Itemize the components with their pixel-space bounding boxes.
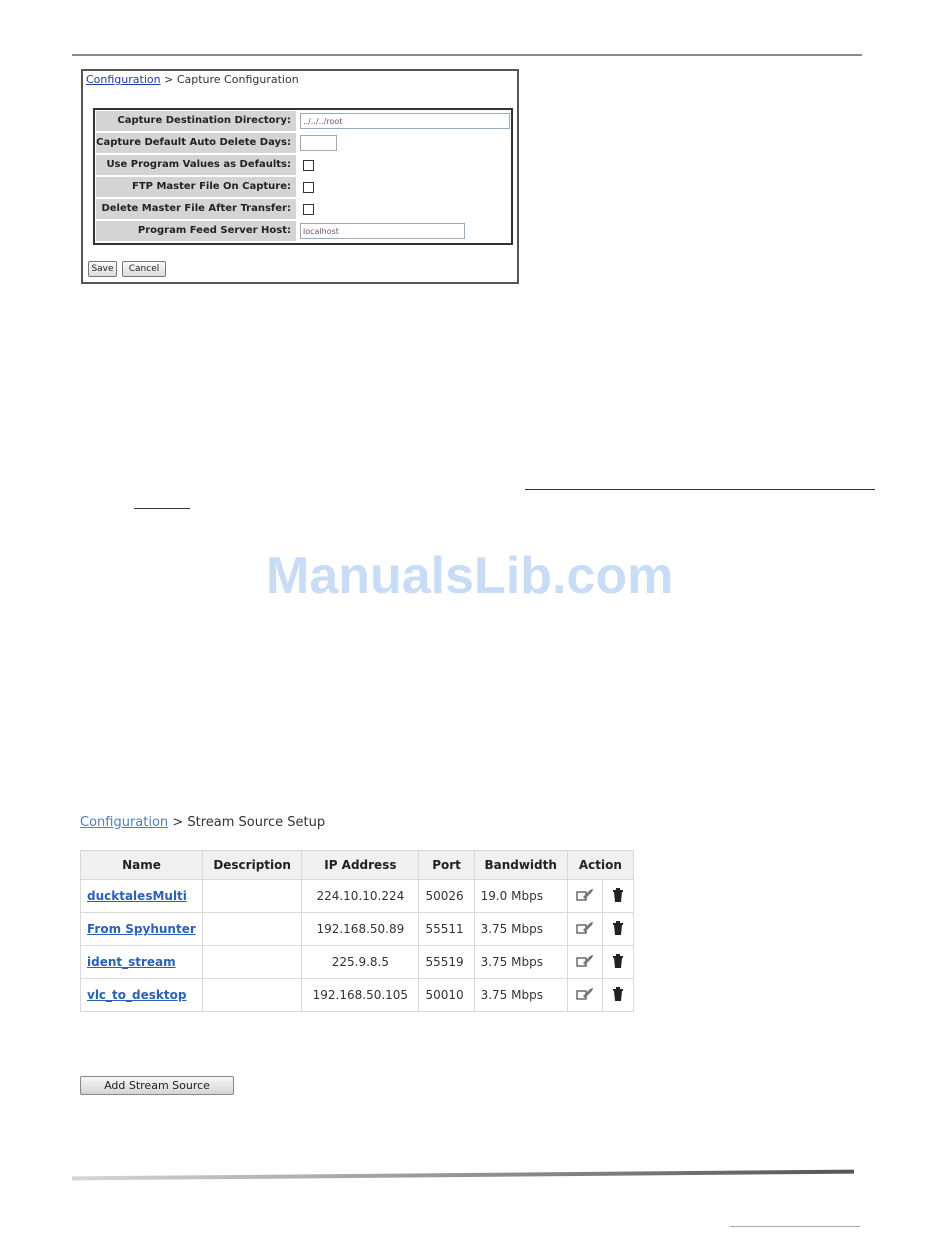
ip-cell: 192.168.50.105: [302, 979, 419, 1012]
edit-cell: [567, 913, 602, 946]
stream-breadcrumb-separator: >: [172, 815, 184, 830]
col-action-header: Action: [567, 851, 633, 880]
trash-icon[interactable]: [613, 921, 623, 935]
ftp-master-file-label: FTP Master File On Capture:: [96, 177, 296, 197]
edit-cell: [567, 979, 602, 1012]
save-button[interactable]: Save: [88, 261, 117, 277]
description-cell: [203, 979, 302, 1012]
bandwidth-cell: 3.75 Mbps: [474, 946, 567, 979]
ftp-master-file-checkbox[interactable]: [303, 182, 314, 193]
stream-name-link[interactable]: From Spyhunter: [87, 922, 196, 936]
row-ftp-master-file: [95, 176, 511, 198]
delete-master-file-checkbox[interactable]: [303, 204, 314, 215]
edit-cell: [567, 946, 602, 979]
col-port-header: Port: [419, 851, 474, 880]
capture-config-form: [93, 108, 513, 245]
name-cell: [81, 946, 203, 979]
underline-rule-short: [134, 508, 190, 509]
row-auto-delete-days: [95, 132, 511, 154]
delete-cell: [602, 880, 633, 913]
port-cell: 55511: [419, 913, 474, 946]
row-use-program-values: [95, 154, 511, 176]
edit-icon[interactable]: [576, 921, 594, 935]
capture-config-panel: [81, 69, 519, 284]
auto-delete-days-input[interactable]: [300, 135, 337, 151]
breadcrumb: [86, 73, 299, 86]
breadcrumb-current: Capture Configuration: [176, 73, 299, 86]
bandwidth-cell: 3.75 Mbps: [474, 979, 567, 1012]
stream-name-link[interactable]: vlc_to_desktop: [87, 988, 187, 1002]
row-delete-master-file: [95, 198, 511, 220]
description-cell: [203, 946, 302, 979]
table-row: [81, 946, 634, 979]
underline-rule: [525, 489, 875, 490]
feed-server-host-input[interactable]: localhost: [300, 223, 465, 239]
footer-rule: [730, 1226, 860, 1227]
name-cell: [81, 979, 203, 1012]
ip-cell: 192.168.50.89: [302, 913, 419, 946]
description-cell: [203, 913, 302, 946]
delete-master-file-label: Delete Master File After Transfer:: [96, 199, 296, 219]
edit-icon[interactable]: [576, 987, 594, 1001]
port-cell: 55519: [419, 946, 474, 979]
use-program-values-label: Use Program Values as Defaults:: [96, 155, 296, 175]
col-description-header: Description: [203, 851, 302, 880]
ip-cell: 224.10.10.224: [302, 880, 419, 913]
name-cell: [81, 880, 203, 913]
breadcrumb-configuration-link[interactable]: Configuration: [86, 73, 161, 86]
bandwidth-cell: 3.75 Mbps: [474, 913, 567, 946]
port-cell: 50010: [419, 979, 474, 1012]
row-destination-directory: [95, 110, 511, 132]
table-row: [81, 913, 634, 946]
ip-cell: 225.9.8.5: [302, 946, 419, 979]
table-header-row: [81, 851, 634, 880]
edit-icon[interactable]: [576, 888, 594, 902]
trash-icon[interactable]: [613, 888, 623, 902]
name-cell: [81, 913, 203, 946]
destination-directory-label: Capture Destination Directory:: [96, 111, 296, 131]
bottom-divider: [72, 1170, 854, 1181]
bandwidth-cell: 19.0 Mbps: [474, 880, 567, 913]
stream-breadcrumb-configuration-link[interactable]: Configuration: [80, 815, 169, 830]
col-bandwidth-header: Bandwidth: [474, 851, 567, 880]
row-feed-server-host: [95, 220, 511, 242]
trash-icon[interactable]: [613, 954, 623, 968]
add-stream-source-button[interactable]: Add Stream Source: [80, 1076, 234, 1095]
description-cell: [203, 880, 302, 913]
edit-cell: [567, 880, 602, 913]
destination-directory-input[interactable]: ../../../root: [300, 113, 510, 129]
delete-cell: [602, 913, 633, 946]
table-row: [81, 979, 634, 1012]
watermark: ManualsLib.com: [266, 547, 674, 605]
feed-server-host-label: Program Feed Server Host:: [96, 221, 296, 241]
stream-name-link[interactable]: ducktalesMulti: [87, 889, 187, 903]
port-cell: 50026: [419, 880, 474, 913]
cancel-button[interactable]: Cancel: [122, 261, 166, 277]
stream-source-table: [80, 850, 634, 1012]
col-ip-header: IP Address: [302, 851, 419, 880]
delete-cell: [602, 979, 633, 1012]
delete-cell: [602, 946, 633, 979]
trash-icon[interactable]: [613, 987, 623, 1001]
stream-breadcrumb-current: Stream Source Setup: [187, 815, 326, 830]
stream-name-link[interactable]: ident_stream: [87, 955, 176, 969]
edit-icon[interactable]: [576, 954, 594, 968]
table-row: [81, 880, 634, 913]
top-divider: [72, 54, 862, 56]
use-program-values-checkbox[interactable]: [303, 160, 314, 171]
auto-delete-days-label: Capture Default Auto Delete Days:: [96, 133, 296, 153]
breadcrumb-separator: >: [164, 73, 174, 86]
stream-breadcrumb: [80, 815, 325, 830]
col-name-header: Name: [81, 851, 203, 880]
